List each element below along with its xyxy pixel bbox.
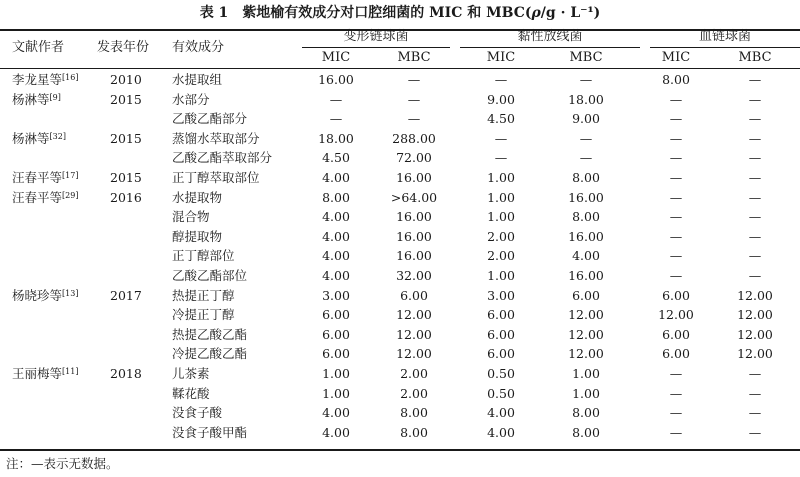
row-value: 4.50 xyxy=(487,111,515,127)
row-value: 1.00 xyxy=(487,170,515,185)
row-value: 288.00 xyxy=(392,130,436,146)
row-value: — xyxy=(669,366,683,381)
title-text-pre: 紫地榆有效成分对口腔细菌的 MIC 和 MBC( xyxy=(242,5,532,21)
row-value: 16.00 xyxy=(396,248,432,264)
title-rho: ρ xyxy=(531,5,541,21)
row-value: 4.00 xyxy=(322,228,350,244)
row-value: 2.00 xyxy=(487,228,515,244)
row-value: 1.00 xyxy=(487,268,515,283)
row-value: 12.00 xyxy=(737,287,773,303)
row-value: 1.00 xyxy=(322,385,350,401)
row-value: 12.00 xyxy=(658,307,694,323)
author-reference: [9] xyxy=(49,92,61,102)
row-component: 乙酸乙酯萃取部分 xyxy=(172,150,273,166)
row-value: 6.00 xyxy=(487,346,515,362)
row-component: 儿茶素 xyxy=(172,366,210,381)
table-title xyxy=(0,2,800,24)
row-value: 6.00 xyxy=(400,287,428,303)
row-value: 6.00 xyxy=(487,326,515,342)
row-value: — xyxy=(669,385,683,401)
row-value: 12.00 xyxy=(568,326,604,342)
row-value: 4.00 xyxy=(572,248,600,264)
row-value: — xyxy=(329,111,343,127)
row-component: 混合物 xyxy=(172,209,210,225)
row-component: 鞣花酸 xyxy=(172,385,210,401)
row-value: 6.00 xyxy=(572,287,600,303)
header-sub-mic-1: MIC xyxy=(321,50,351,65)
row-value: 16.00 xyxy=(568,268,604,283)
row-value: 8.00 xyxy=(400,424,428,440)
row-value: 12.00 xyxy=(396,346,432,362)
author-name: 汪春平等 xyxy=(12,189,63,205)
row-value: 16.00 xyxy=(396,170,432,185)
row-value: 4.00 xyxy=(322,209,350,225)
row-value: 6.00 xyxy=(662,326,690,342)
header-sub-mbc-1: MBC xyxy=(397,50,431,65)
row-value: 12.00 xyxy=(568,346,604,362)
row-value: 12.00 xyxy=(737,346,773,362)
row-author xyxy=(12,90,61,110)
row-value: 16.00 xyxy=(568,189,604,205)
row-value: — xyxy=(669,189,683,205)
row-value: — xyxy=(748,366,762,381)
row-component: 没食子酸 xyxy=(172,405,223,421)
header-group-3: 血链球菌 xyxy=(698,29,751,44)
row-value: — xyxy=(669,405,683,421)
row-value: — xyxy=(748,150,762,166)
row-author xyxy=(12,70,78,90)
row-value: 8.00 xyxy=(400,405,428,421)
row-value: 8.00 xyxy=(572,424,600,440)
row-value: — xyxy=(669,248,683,264)
author-name: 汪春平等 xyxy=(12,170,63,185)
row-author xyxy=(12,129,66,149)
row-value: 18.00 xyxy=(568,91,604,107)
row-value: — xyxy=(748,72,762,87)
row-value: 4.50 xyxy=(322,150,350,166)
row-value: 12.00 xyxy=(737,307,773,323)
row-value: 8.00 xyxy=(662,72,690,87)
row-value: 3.00 xyxy=(487,287,515,303)
header-sub-mbc-2: MBC xyxy=(569,50,603,65)
row-component: 水部分 xyxy=(172,91,210,107)
row-value: 16.00 xyxy=(568,228,604,244)
row-component: 蒸馏水萃取部分 xyxy=(172,130,260,146)
row-value: 3.00 xyxy=(322,287,350,303)
author-reference: [13] xyxy=(62,288,79,298)
row-value: 6.00 xyxy=(662,346,690,362)
row-year: 2010 xyxy=(110,72,142,87)
row-value: 12.00 xyxy=(396,326,432,342)
row-value: — xyxy=(748,111,762,127)
table-note: 注：—表示无数据。 xyxy=(6,456,119,471)
row-value: — xyxy=(748,189,762,205)
row-value: — xyxy=(494,72,508,87)
row-value: 0.50 xyxy=(487,385,515,401)
header-rule xyxy=(0,68,800,69)
bottom-rule xyxy=(0,449,800,451)
row-value: — xyxy=(407,91,421,107)
row-value: 6.00 xyxy=(662,287,690,303)
row-year: 2016 xyxy=(110,189,142,205)
row-component: 热提正丁醇 xyxy=(172,287,235,303)
row-year: 2017 xyxy=(110,287,142,303)
row-value: — xyxy=(329,91,343,107)
table-number: 表 1 xyxy=(199,5,229,21)
row-value: 18.00 xyxy=(318,130,354,146)
author-name: 杨淋等 xyxy=(12,130,50,146)
row-value: 2.00 xyxy=(400,366,428,381)
row-value: — xyxy=(748,91,762,107)
row-value: 8.00 xyxy=(572,209,600,225)
row-value: 4.00 xyxy=(322,405,350,421)
row-value: 1.00 xyxy=(572,385,600,401)
row-value: — xyxy=(669,130,683,146)
row-value: 8.00 xyxy=(572,170,600,185)
row-value: — xyxy=(494,130,508,146)
row-value: — xyxy=(748,248,762,264)
author-name: 杨淋等 xyxy=(12,91,50,107)
row-value: 1.00 xyxy=(487,209,515,225)
row-value: 2.00 xyxy=(487,248,515,264)
row-component: 冷提正丁醇 xyxy=(172,307,235,323)
row-value: 2.00 xyxy=(400,385,428,401)
row-value: 1.00 xyxy=(322,366,350,381)
row-author xyxy=(12,188,78,208)
row-value: 8.00 xyxy=(322,189,350,205)
author-reference: [11] xyxy=(62,367,79,376)
row-component: 乙酸乙酯部位 xyxy=(172,268,248,283)
row-value: 16.00 xyxy=(318,72,354,87)
row-value: — xyxy=(494,150,508,166)
row-value: 0.50 xyxy=(487,366,515,381)
header-sub-mbc-3: MBC xyxy=(738,50,772,65)
row-year: 2015 xyxy=(110,91,142,107)
row-value: — xyxy=(669,424,683,440)
row-value: 9.00 xyxy=(572,111,600,127)
row-value: 6.00 xyxy=(322,346,350,362)
row-value: — xyxy=(407,72,421,87)
author-reference: [32] xyxy=(49,131,66,141)
header-year: 发表年份 xyxy=(97,40,150,55)
row-value: 12.00 xyxy=(737,326,773,342)
header-component: 有效成分 xyxy=(172,40,225,55)
row-value: — xyxy=(669,111,683,127)
row-value: 6.00 xyxy=(322,326,350,342)
author-name: 杨晓珍等 xyxy=(12,287,63,303)
row-value: 1.00 xyxy=(487,189,515,205)
header-sub-mic-3: MIC xyxy=(661,50,691,65)
header-sub-mic-2: MIC xyxy=(486,50,516,65)
row-value: — xyxy=(669,228,683,244)
row-component: 水提取组 xyxy=(172,72,223,87)
row-value: — xyxy=(579,72,593,87)
row-value: 6.00 xyxy=(322,307,350,323)
row-value: 4.00 xyxy=(322,424,350,440)
row-value: — xyxy=(748,268,762,283)
title-text-post: /g · L⁻¹) xyxy=(540,5,601,21)
row-value: >64.00 xyxy=(390,189,438,205)
row-value: — xyxy=(669,91,683,107)
row-author xyxy=(12,286,78,306)
row-value: 16.00 xyxy=(396,209,432,225)
row-value: — xyxy=(669,209,683,225)
author-reference: [17] xyxy=(62,171,79,180)
row-component: 醇提取物 xyxy=(172,228,223,244)
row-value: 4.00 xyxy=(322,170,350,185)
row-component: 乙酸乙酯部分 xyxy=(172,111,248,127)
author-name: 王丽梅等 xyxy=(12,366,63,381)
row-value: — xyxy=(748,170,762,185)
row-value: 16.00 xyxy=(396,228,432,244)
header-group-2: 黏性放线菌 xyxy=(517,29,583,44)
row-value: 4.00 xyxy=(487,405,515,421)
row-value: — xyxy=(579,130,593,146)
row-year: 2015 xyxy=(110,170,142,185)
row-value: 4.00 xyxy=(322,268,350,283)
row-value: — xyxy=(748,424,762,440)
row-value: 72.00 xyxy=(396,150,432,166)
row-year: 2018 xyxy=(110,366,142,381)
row-value: 8.00 xyxy=(572,405,600,421)
row-value: — xyxy=(748,209,762,225)
header-author: 文献作者 xyxy=(12,40,65,55)
row-component: 正丁醇部位 xyxy=(172,248,235,264)
row-component: 正丁醇萃取部位 xyxy=(172,170,260,185)
row-value: 12.00 xyxy=(568,307,604,323)
row-author xyxy=(12,364,78,384)
row-component: 热提乙酸乙酯 xyxy=(172,326,248,342)
row-value: 4.00 xyxy=(322,248,350,264)
row-year: 2015 xyxy=(110,130,142,146)
row-value: — xyxy=(579,150,593,166)
row-value: — xyxy=(748,130,762,146)
header-group-1: 变形链球菌 xyxy=(343,29,409,44)
row-value: — xyxy=(669,150,683,166)
row-value: 32.00 xyxy=(396,268,432,283)
author-name: 李龙星等 xyxy=(12,72,63,87)
row-value: 4.00 xyxy=(487,424,515,440)
row-value: 1.00 xyxy=(572,366,600,381)
row-value: — xyxy=(407,111,421,127)
row-value: — xyxy=(748,228,762,244)
row-author xyxy=(12,168,78,188)
row-value: — xyxy=(748,405,762,421)
row-component: 没食子酸甲酯 xyxy=(172,424,248,440)
row-value: 12.00 xyxy=(396,307,432,323)
row-value: — xyxy=(748,385,762,401)
row-value: 6.00 xyxy=(487,307,515,323)
row-value: 9.00 xyxy=(487,91,515,107)
row-value: — xyxy=(669,268,683,283)
row-component: 冷提乙酸乙酯 xyxy=(172,346,248,362)
author-reference: [29] xyxy=(62,190,79,200)
row-component: 水提取物 xyxy=(172,189,223,205)
row-value: — xyxy=(669,170,683,185)
author-reference: [16] xyxy=(62,73,79,82)
